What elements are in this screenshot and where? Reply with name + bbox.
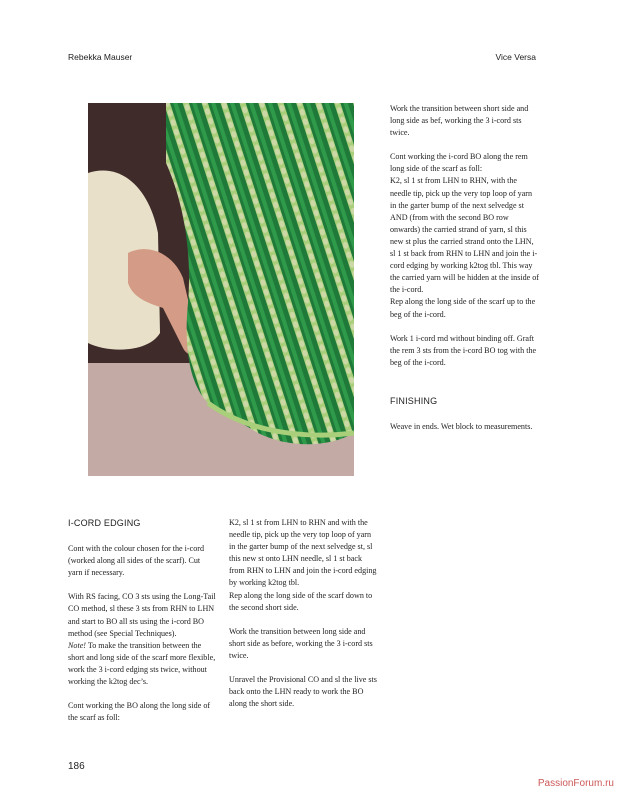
page-number: 186	[68, 761, 85, 772]
finishing-text: Weave in ends. Wet block to measurements.	[390, 421, 533, 431]
scarf-photo	[88, 103, 354, 476]
icord-cast-on	[68, 591, 216, 688]
icord-continue: Cont working the BO along the long side of the scarf as foll:	[68, 701, 211, 723]
bind-off-line-2: K2, sl 1 st from LHN to RHN, with the needle tip, pick up the very top loop of yarn in the garter bump of the next selvedge st AND (from with the second BO row onwards) the carried strand of yarn, sl this new st plus the carried strand onto the LHN, sl 1 st back from RHN to LHN and join the i-cord edging by working k2tog tbl. This way the carried yarn will be hidden at the inside of the i-cord.	[390, 176, 540, 295]
bind-off-instructions	[390, 151, 540, 320]
pickup-line-1: K2, sl 1 st from LHN to RHN and with the needle tip, pick up the very top loop of yarn in the garter bump of the next selvedge st, sl this new st onto LHN needle, sl 1 st back from RHN to LHN and join the i-cord edging by working k2tog tbl.	[229, 518, 377, 588]
watermark: PassionForum.ru	[537, 778, 614, 789]
note-text: To make the transition between the short and long side of the scarf more flexible, work the 3 i-cord edging sts twice, without working the k2tog dec’s.	[68, 640, 216, 687]
transition-back-paragraph: Work the transition between long side and short side as before, working the 3 i-cord sts twice.	[229, 626, 373, 660]
icord-intro: Cont with the colour chosen for the i-cord (worked along all sides of the scarf). Cut yarn if necessary.	[68, 544, 204, 578]
pickup-line-2: Rep along the long side of the scarf down to the second short side.	[229, 590, 373, 612]
icord-cast-on-text: With RS facing, CO 3 sts using the Long-Tail CO method, sl these 3 sts from RHN to LHN and start to BO all sts using the i-cord BO method (see Special Techniques).	[68, 592, 216, 638]
bind-off-line-1: Cont working the i-cord BO along the rem long side of the scarf as foll:	[390, 152, 528, 174]
unravel-paragraph: Unravel the Provisional CO and sl the live sts back onto the LHN ready to work the BO along the short side.	[229, 675, 377, 709]
transition-paragraph: Work the transition between short side and long side as bef, working the 3 i-cord sts twice.	[390, 104, 529, 138]
right-column	[390, 103, 540, 445]
scarf-photo-image	[88, 103, 354, 476]
note-label: Note!	[68, 640, 86, 650]
pickup-instructions	[229, 517, 377, 614]
icord-column	[68, 517, 216, 736]
icord-heading: I-CORD EDGING	[68, 518, 141, 528]
graft-paragraph: Work 1 i-cord rnd without binding off. Graft the rem 3 sts from the i-cord BO tog with the beg of the i-cord.	[390, 333, 537, 367]
bind-off-line-3: Rep along the long side of the scarf up to the beg of the i-cord.	[390, 297, 536, 319]
running-header-title: Vice Versa	[495, 52, 536, 62]
finishing-heading: FINISHING	[390, 395, 438, 406]
running-header-author: Rebekka Mauser	[68, 52, 133, 62]
second-column	[229, 517, 377, 722]
